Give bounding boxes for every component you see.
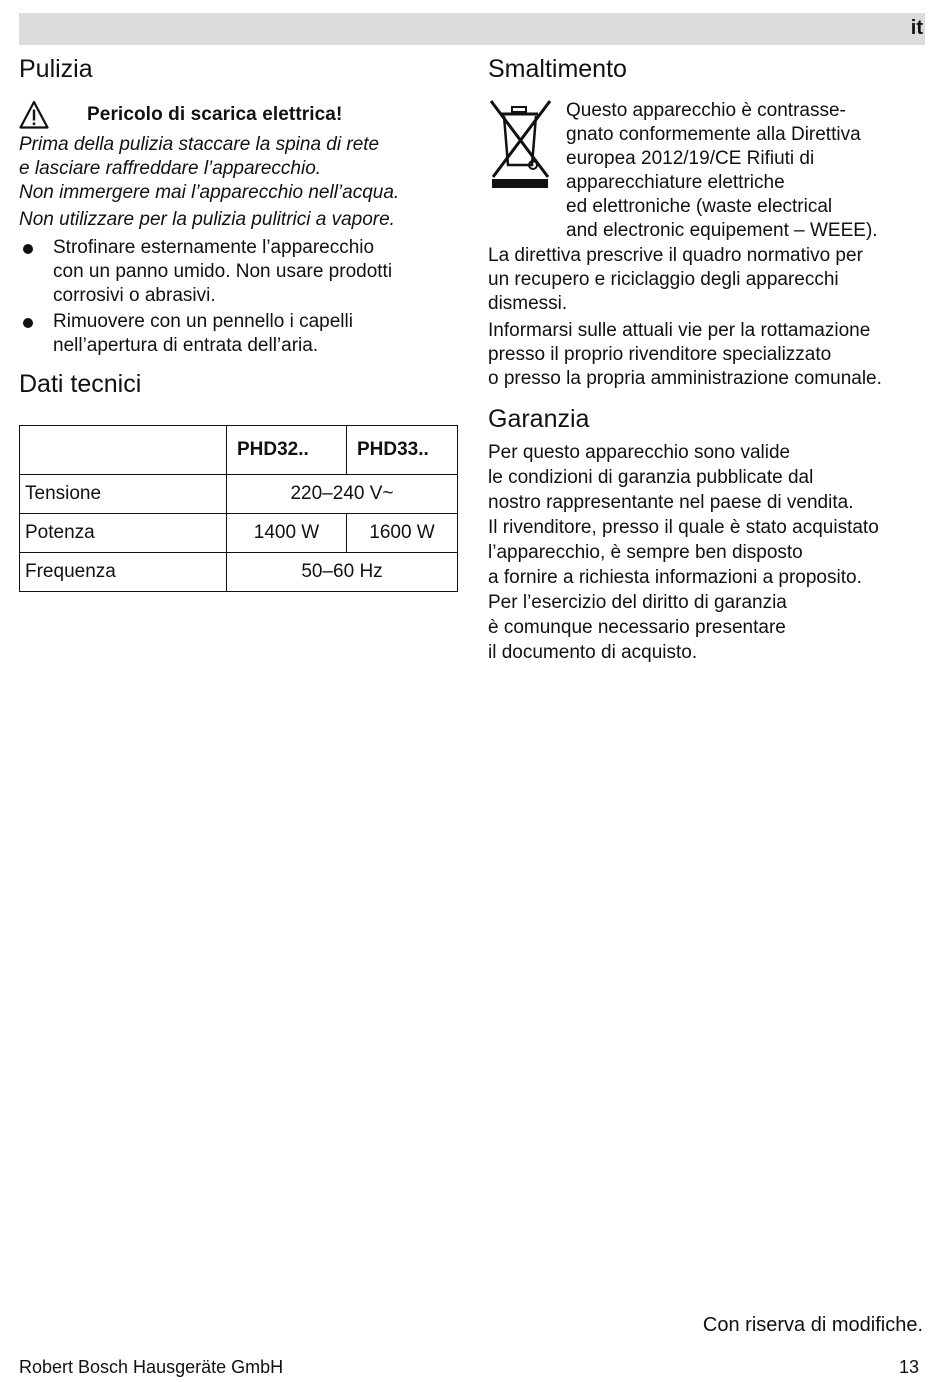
warning-text — [19, 133, 459, 232]
paragraph-line: il documento di acquisto. — [488, 642, 698, 663]
language-code: it — [910, 17, 923, 39]
weee-line: and electronic equipement – WEEE). — [566, 220, 878, 241]
table-cell: 50–60 Hz — [227, 553, 458, 592]
list-line: con un panno umido. Non usare prodotti — [53, 261, 393, 282]
table-header-row — [20, 426, 458, 475]
paragraph-line: l’apparecchio, è sempre ben disposto — [488, 542, 803, 563]
section-title-technical: Dati tecnici — [19, 370, 142, 398]
weee-line: Questo apparecchio è contrasse- — [566, 100, 846, 121]
paragraph-line: La direttiva prescrive il quadro normativo per — [488, 245, 863, 266]
warning-line: Non utilizzare per la pulizia pulitrici a vapore. — [19, 209, 395, 230]
paragraph-line: dismessi. — [488, 293, 568, 314]
list-line: Rimuovere con un pennello i capelli — [53, 311, 353, 332]
paragraph-line: Il rivenditore, presso il quale è stato acquistato — [488, 517, 879, 538]
warning-triangle-icon — [19, 100, 49, 130]
weee-line: europea 2012/19/CE Rifiuti di — [566, 148, 815, 169]
warning-line: Non immergere mai l’apparecchio nell’acqua. — [19, 182, 400, 203]
disposal-paragraph — [488, 319, 928, 391]
paragraph-line: presso il proprio rivenditore specializzato — [488, 344, 832, 365]
bullet-icon — [23, 244, 33, 254]
warning-heading — [19, 100, 459, 130]
column-header: PHD32.. — [227, 426, 347, 475]
weee-line: gnato conformemente alla Direttiva — [566, 124, 861, 145]
paragraph-line: le condizioni di garanzia pubblicate dal — [488, 467, 814, 488]
left-column — [19, 53, 459, 592]
weee-line: ed elettroniche (waste electrical — [566, 196, 833, 217]
paragraph-line: Per questo apparecchio sono valide — [488, 442, 791, 463]
table-cell: 1400 W — [227, 514, 347, 553]
weee-line: apparecchiature elettriche — [566, 172, 785, 193]
paragraph-line: a fornire a richiesta informazioni a proposito. — [488, 567, 862, 588]
table-cell: 1600 W — [347, 514, 458, 553]
row-label: Frequenza — [20, 553, 227, 592]
paragraph-line: nostro rappresentante nel paese di vendita. — [488, 492, 854, 513]
row-label: Potenza — [20, 514, 227, 553]
footer-note: Con riserva di modifiche. — [702, 1314, 923, 1336]
table-cell: 220–240 V~ — [227, 475, 458, 514]
table-row — [20, 553, 458, 592]
paragraph-line: o presso la propria amministrazione comunale. — [488, 368, 882, 389]
list-line: nell’apertura di entrata dell’aria. — [53, 335, 319, 356]
list-line: corrosivi o abrasivi. — [53, 285, 216, 306]
crossed-out-bin-icon — [488, 99, 554, 191]
technical-data-table — [19, 425, 458, 592]
weee-notice — [488, 99, 928, 243]
list-line: Strofinare esternamente l’apparecchio — [53, 237, 375, 258]
disposal-paragraph — [488, 244, 928, 316]
section-title-cleaning: Pulizia — [19, 55, 93, 83]
cleaning-steps — [19, 236, 459, 358]
section-title-disposal: Smaltimento — [488, 55, 627, 83]
table-row — [20, 514, 458, 553]
weee-text — [566, 99, 878, 243]
column-header: PHD33.. — [347, 426, 458, 475]
table-corner-cell — [20, 426, 227, 475]
paragraph-line: Informarsi sulle attuali vie per la rottamazione — [488, 320, 871, 341]
paragraph-line: un recupero e riciclaggio degli apparecchi — [488, 269, 839, 290]
footer-company: Robert Bosch Hausgeräte GmbH — [19, 1357, 284, 1377]
warning-line: e lasciare raffreddare l’apparecchio. — [19, 158, 322, 179]
table-row — [20, 475, 458, 514]
right-column — [488, 53, 928, 665]
warning-title: Pericolo di scarica elettrica! — [87, 104, 343, 125]
row-label: Tensione — [20, 475, 227, 514]
list-item — [19, 310, 459, 358]
header-bar — [19, 13, 925, 45]
warning-line: Prima della pulizia staccare la spina di rete — [19, 134, 380, 155]
warranty-text — [488, 440, 928, 665]
page-number: 13 — [898, 1357, 919, 1377]
paragraph-line: Per l’esercizio del diritto di garanzia — [488, 592, 787, 613]
list-item — [19, 236, 459, 308]
section-title-warranty: Garanzia — [488, 405, 590, 433]
bullet-icon — [23, 318, 33, 328]
paragraph-line: è comunque necessario presentare — [488, 617, 786, 638]
